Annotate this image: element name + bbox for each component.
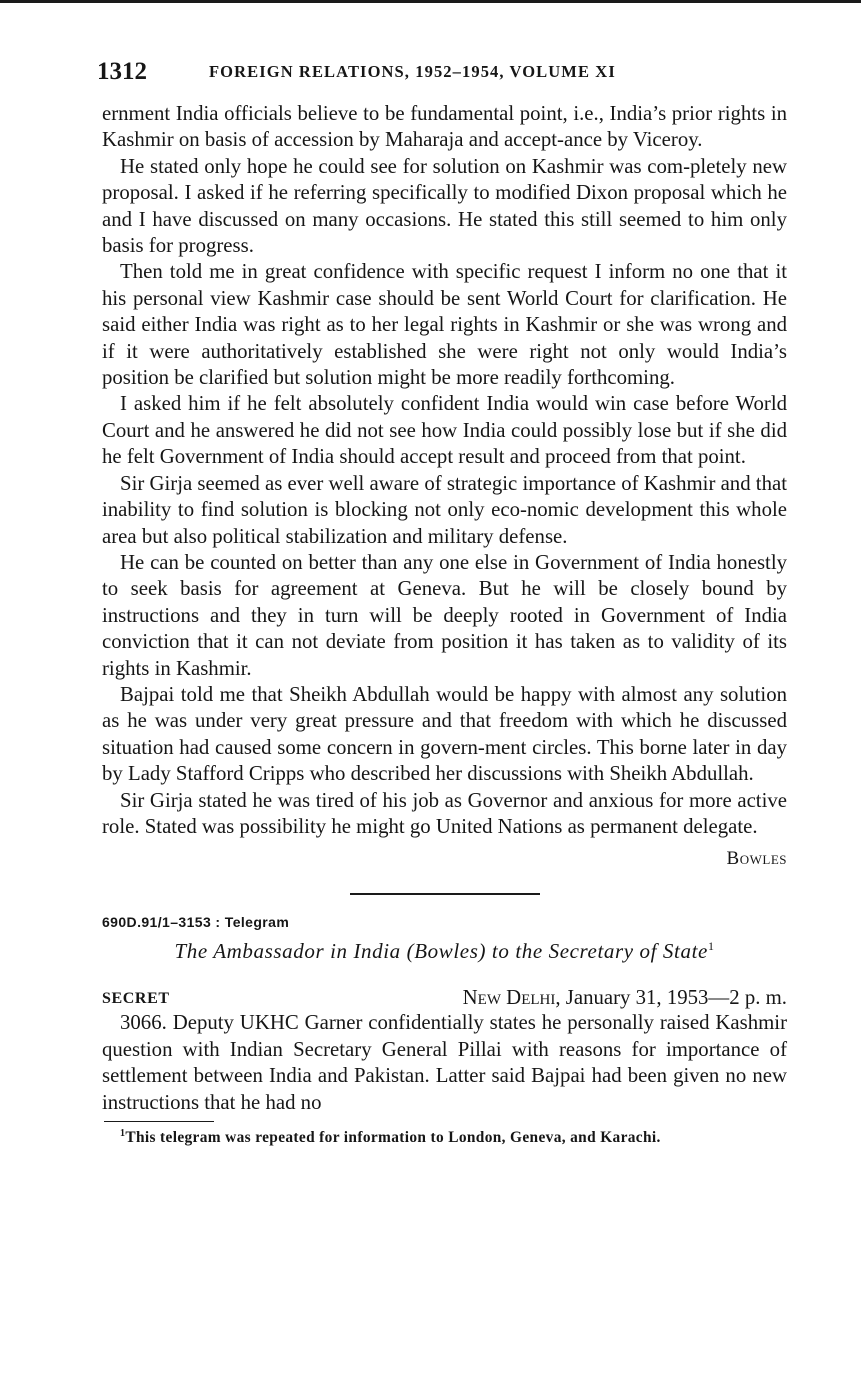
document-title-line bbox=[102, 939, 787, 964]
classification-label: SECRET bbox=[102, 990, 170, 1008]
paragraph-5: Sir Girja seemed as ever well aware of strategic importance of Kashmir and that inability to find solution is blocking not only eco-nomic development this whole area but also political stabilization and military defense. bbox=[102, 471, 787, 548]
page-header bbox=[97, 58, 787, 88]
classification-dateline-row bbox=[102, 983, 787, 1010]
paragraph-4: I asked him if he felt absolutely confident India would win case before World Court and he answered he did not see how India could possibly lose but if she did he felt Government of India should accept result and proceed from that point. bbox=[102, 392, 787, 469]
dateline-date: , January 31, 1953—2 p. m. bbox=[555, 986, 787, 1010]
telegram-opening-paragraph: 3066. Deputy UKHC Garner confidentially states he personally raised Kashmir question with Indian Secretary General Pillai with reasons for importance of settlement between India and Pakistan. Latter said Bajpai had been given no new instructions that he had no bbox=[102, 1011, 787, 1114]
dateline bbox=[463, 986, 787, 1010]
section-separator bbox=[350, 893, 540, 895]
document-title: The Ambassador in India (Bowles) to the Secretary of State bbox=[174, 939, 708, 964]
paragraph-8: Sir Girja stated he was tired of his job as Governor and anxious for more active role. Stated was possibility he might go United Nations as permanent delegate. bbox=[102, 788, 787, 838]
footnote-reference: 1 bbox=[707, 939, 715, 954]
paragraph-2: He stated only hope he could see for solution on Kashmir was com-pletely new proposal. I asked if he referring specifically to modified Dixon proposal which he and I have discussed on many occasions. He stated this still seemed to him only basis for progress. bbox=[102, 154, 787, 258]
paragraph-3: Then told me in great confidence with specific request I inform no one that it his personal view Kashmir case should be sent World Court for clarification. He said either India was right as to her legal rights in Kashmir or she was wrong and if it were authoritatively established she were right not only would India’s position be clarified but solution might be more readily forthcoming. bbox=[102, 260, 787, 390]
signature: Bowles bbox=[726, 848, 787, 870]
footnote-text: This telegram was repeated for information to London, Geneva, and Karachi. bbox=[125, 1129, 661, 1147]
signature-block bbox=[102, 848, 787, 870]
top-edge-rule bbox=[0, 0, 861, 3]
footnote-rule bbox=[104, 1121, 214, 1122]
footnote bbox=[102, 1128, 787, 1147]
page-body bbox=[102, 101, 787, 1147]
page-number: 1312 bbox=[97, 58, 147, 85]
footnote-mark: 1 bbox=[120, 1128, 126, 1139]
dateline-place: New Delhi bbox=[462, 986, 556, 1010]
running-head: FOREIGN RELATIONS, 1952–1954, VOLUME XI bbox=[209, 62, 616, 81]
document-id: 690D.91/1–3153 : Telegram bbox=[102, 914, 290, 931]
paragraph-7: Bajpai told me that Sheikh Abdullah would be happy with almost any solution as he was under very great pressure and that freedom with which he discussed situation had caused some concern in govern-ment circles. This borne later in day by Lady Stafford Cripps who described her discussions with Sheikh Abdullah. bbox=[102, 682, 787, 786]
paragraph-6: He can be counted on better than any one else in Government of India honestly to seek basis for agreement at Geneva. But he will be closely bound by instructions and they in turn will be deeply rooted in Government of India conviction that it can not deviate from position it has taken as to validity of its rights in Kashmir. bbox=[102, 550, 787, 680]
paragraph-1: ernment India officials believe to be fundamental point, i.e., India’s prior rights in Kashmir on basis of accession by Maharaja and accept-ance by Viceroy. bbox=[102, 102, 787, 152]
